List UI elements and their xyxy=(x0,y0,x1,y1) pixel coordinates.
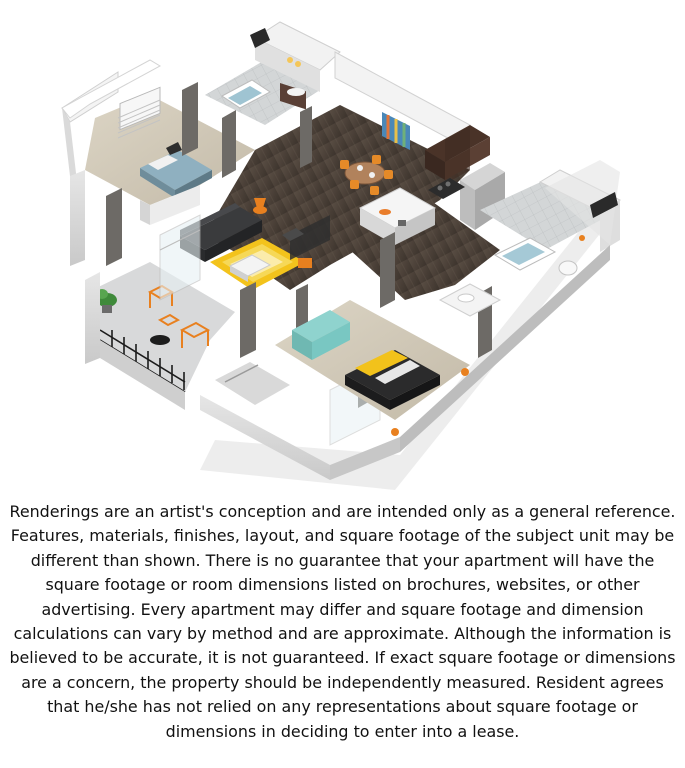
disclaimer-text: Renderings are an artist's conception and are intended only as a general reference. Features, materials, finishes, layout, and square footage of the subject unit may be different than shown. There is no guarantee that your apartment will have the square footage or room dimensions listed on brochures, websites, or other advertising. Every apartment may differ and square footage and dimension calculations can vary by method and are approximate. Although the information is believed to be accurate, it is not guaranteed. If exact square footage or dimensions are a concern, the property should be independently measured. Resident agrees that he/she has not relied on any representations about square footage or dimensions in deciding to enter into a lease. xyxy=(9,502,676,741)
bathroom-1 xyxy=(205,22,349,126)
entry-closet xyxy=(215,362,290,405)
